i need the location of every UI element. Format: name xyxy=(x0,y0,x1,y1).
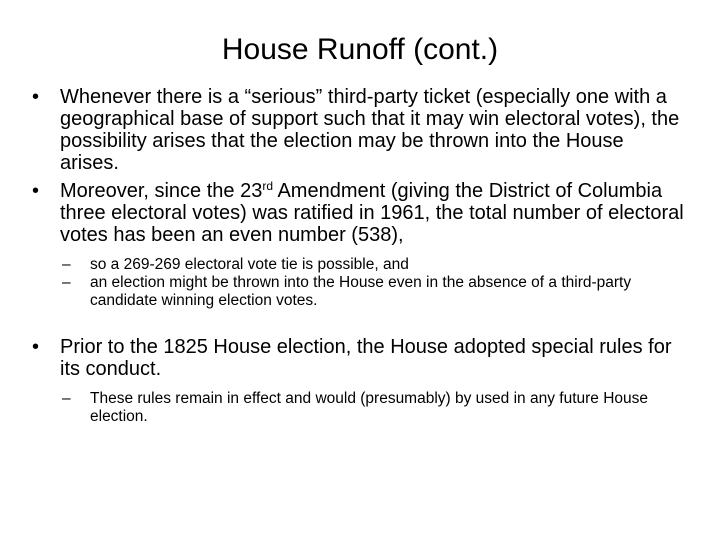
bullet-item xyxy=(28,180,688,246)
bullet-item xyxy=(28,336,688,380)
slide-body xyxy=(28,86,688,426)
sub-bullet-item xyxy=(28,256,688,274)
sub-bullet-text: so a 269-269 electoral vote tie is possible, and xyxy=(90,256,409,273)
sub-bullet-item xyxy=(28,274,688,310)
slide-title: House Runoff (cont.) xyxy=(221,33,499,66)
bullet-text: Whenever there is a “serious” third-party ticket (especially one with a geographical base of support such that it may win electoral votes), the possibility arises that the election may be thrown into the House arises. xyxy=(60,86,680,174)
bullet-icon: • xyxy=(32,86,40,108)
ordinal-suffix: rd xyxy=(262,179,274,193)
bullet-icon: • xyxy=(32,180,40,202)
bullet-text-part: Moreover, since the 23 xyxy=(60,180,263,202)
bullet-text-part: Amendment (giving the District of Columbia three electoral votes) was ratified in 1961, the total number of electoral votes has been an even number (538), xyxy=(60,180,684,246)
sub-bullet-text: an election might be thrown into the House even in the absence of a third-party candidate winning election votes. xyxy=(90,274,632,309)
bullet-text: Prior to the 1825 House election, the House adopted special rules for its conduct. xyxy=(60,336,672,380)
dash-icon: – xyxy=(62,390,71,407)
bullet-icon: • xyxy=(32,336,40,358)
bullet-item xyxy=(28,86,688,174)
sub-bullet-item xyxy=(28,390,688,426)
sub-bullet-text: These rules remain in effect and would (presumably) by used in any future House election. xyxy=(90,390,649,425)
dash-icon: – xyxy=(62,274,71,291)
dash-icon: – xyxy=(62,256,71,273)
